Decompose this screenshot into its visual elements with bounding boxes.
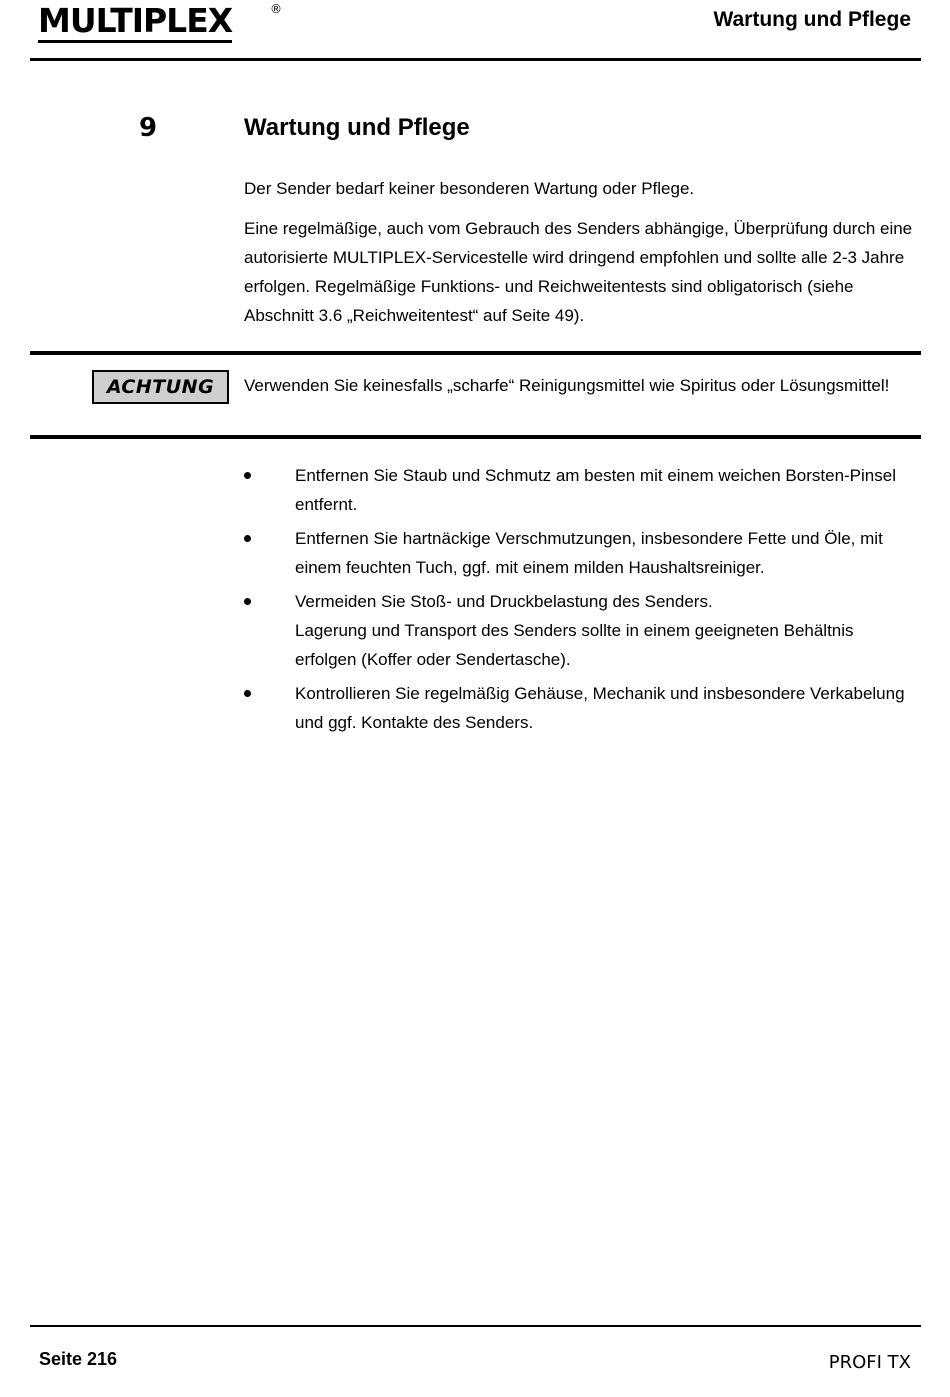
list-item-text: Vermeiden Sie Stoß- und Druckbelastung des Senders. — [295, 592, 713, 611]
registered-mark: ® — [270, 2, 282, 16]
header-divider — [30, 58, 921, 61]
warning-bottom-divider — [30, 435, 921, 439]
warning-top-divider — [30, 351, 921, 355]
product-name: PROFI TX — [828, 1352, 911, 1373]
list-item — [244, 524, 914, 582]
header-title: Wartung und Pflege — [713, 8, 911, 31]
care-instructions-list — [244, 461, 914, 742]
section-title: Wartung und Pflege — [244, 114, 470, 141]
bullet-icon — [244, 535, 251, 542]
list-item-extra-text: Lagerung und Transport des Senders sollte in einem geeigneten Behältnis erfolgen (Koffer oder Sendertasche). — [295, 621, 854, 669]
bullet-icon — [244, 472, 251, 479]
warning-text: Verwenden Sie keinesfalls „scharfe“ Reinigungsmittel wie Spiritus oder Lösungsmittel! — [244, 376, 890, 395]
paragraph-intro: Der Sender bedarf keiner besonderen Wartung oder Pflege. — [244, 179, 695, 198]
section-number: 9 — [139, 113, 158, 143]
list-item-text: Entfernen Sie Staub und Schmutz am besten mit einem weichen Borsten-Pinsel entfernt. — [295, 466, 896, 514]
bullet-icon — [244, 598, 251, 605]
list-item — [244, 587, 914, 674]
bullet-icon — [244, 690, 251, 697]
list-item — [244, 461, 914, 519]
footer-divider — [30, 1325, 921, 1327]
warning-label: ACHTUNG — [92, 370, 229, 404]
list-item-text: Entfernen Sie hartnäckige Verschmutzungen, insbesondere Fette und Öle, mit einem feuchten Tuch, ggf. mit einem milden Haushaltsreiniger. — [295, 529, 883, 577]
brand-logo: MULTIPLEX — [38, 2, 232, 43]
paragraph-inspection: Eine regelmäßige, auch vom Gebrauch des Senders abhängige, Überprüfung durch eine autorisierte MULTIPLEX-Servicestelle wird dringend empfohlen und sollte alle 2-3 Jahre erfolgen. Regelmäßige Funktions- und Reichweitentests sind obligatorisch (siehe Abschnitt 3.6 „Reichweitentest“ auf Seite 49). — [244, 219, 913, 325]
list-item — [244, 679, 914, 737]
page-number: Seite 216 — [39, 1349, 118, 1369]
list-item-text: Kontrollieren Sie regelmäßig Gehäuse, Mechanik und insbesondere Verkabelung und ggf. Kontakte des Senders. — [295, 684, 905, 732]
